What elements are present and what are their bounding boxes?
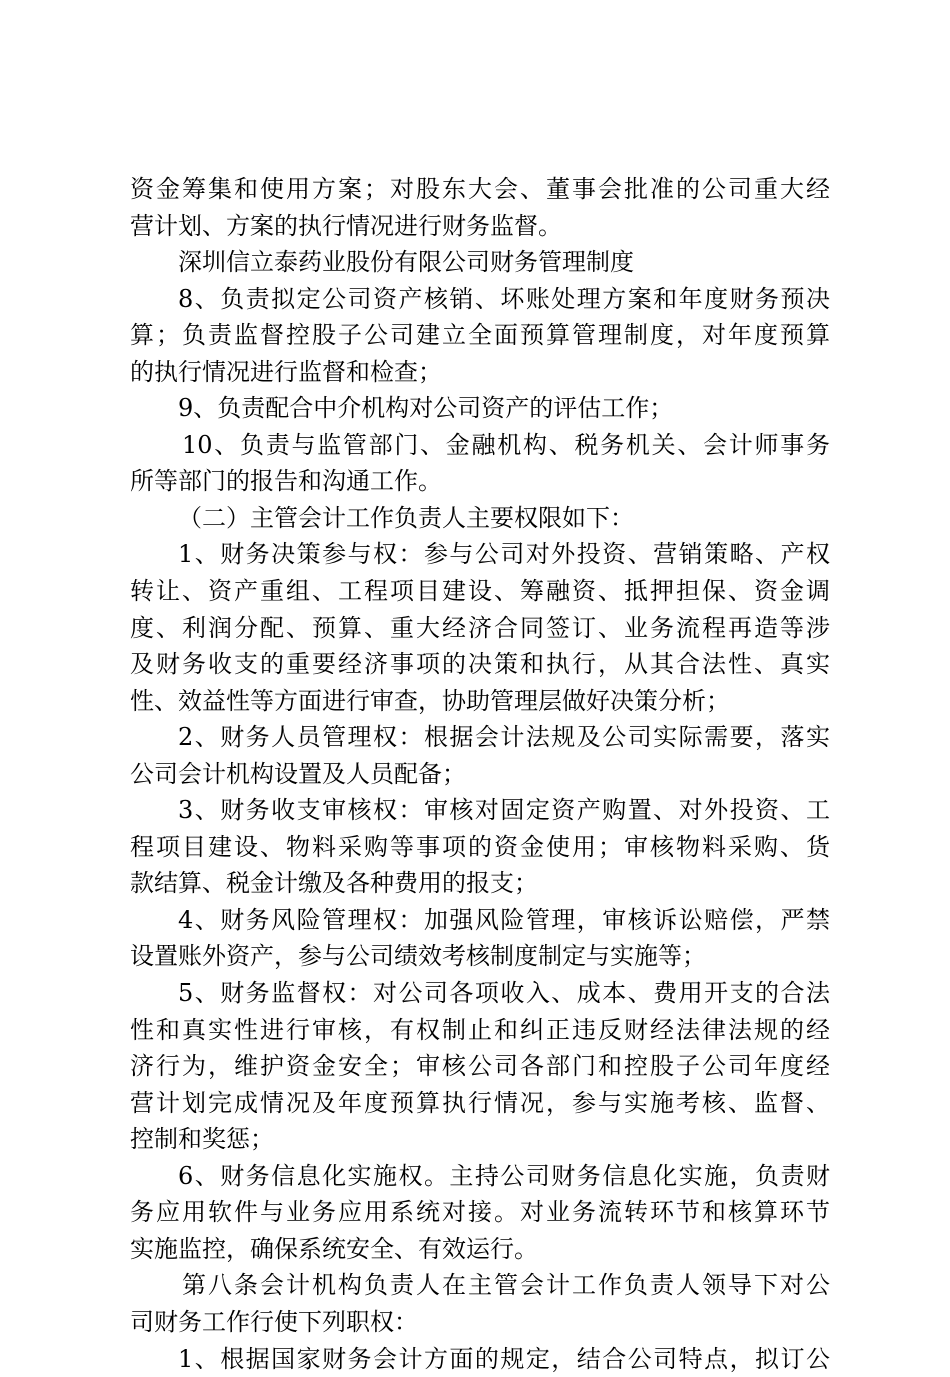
text-line: 资金筹集和使用方案；对股东大会、董事会批准的公司重大经 <box>130 171 830 208</box>
text-line: 性、效益性等方面进行审查，协助管理层做好决策分析； <box>130 683 830 720</box>
document-title-line: 深圳信立泰药业股份有限公司财务管理制度 <box>130 244 830 281</box>
text-line: 款结算、税金计缴及各种费用的报支； <box>130 865 830 902</box>
document-page <box>130 171 830 1377</box>
article-heading-line: 第八条会计机构负责人在主管会计工作负责人领导下对公 <box>130 1267 830 1304</box>
text-line: 6、财务信息化实施权。主持公司财务信息化实施，负责财 <box>130 1158 830 1195</box>
text-line: 4、财务风险管理权：加强风险管理，审核诉讼赔偿，严禁 <box>130 902 830 939</box>
text-line: 所等部门的报告和沟通工作。 <box>130 463 830 500</box>
text-line: 转让、资产重组、工程项目建设、筹融资、抵押担保、资金调 <box>130 573 830 610</box>
text-line: 的执行情况进行监督和检查； <box>130 354 830 391</box>
text-line: 8、负责拟定公司资产核销、坏账处理方案和年度财务预决 <box>130 281 830 318</box>
text-line: 2、财务人员管理权：根据会计法规及公司实际需要，落实 <box>130 719 830 756</box>
text-line: 及财务收支的重要经济事项的决策和执行，从其合法性、真实 <box>130 646 830 683</box>
text-line: 9、负责配合中介机构对公司资产的评估工作； <box>130 390 830 427</box>
text-line: 务应用软件与业务应用系统对接。对业务流转环节和核算环节 <box>130 1194 830 1231</box>
text-line: 1、财务决策参与权：参与公司对外投资、营销策略、产权 <box>130 536 830 573</box>
text-line: 实施监控，确保系统安全、有效运行。 <box>130 1231 830 1268</box>
text-line: 设置账外资产，参与公司绩效考核制度制定与实施等； <box>130 938 830 975</box>
text-line: 程项目建设、物料采购等事项的资金使用；审核物料采购、货 <box>130 829 830 866</box>
text-line: 1、根据国家财务会计方面的规定，结合公司特点，拟订公 <box>130 1341 830 1377</box>
text-line: 控制和奖惩； <box>130 1121 830 1158</box>
section-heading: （二）主管会计工作负责人主要权限如下： <box>130 500 830 537</box>
text-line: 公司会计机构设置及人员配备； <box>130 756 830 793</box>
text-line: 3、财务收支审核权：审核对固定资产购置、对外投资、工 <box>130 792 830 829</box>
text-line: 济行为，维护资金安全；审核公司各部门和控股子公司年度经 <box>130 1048 830 1085</box>
text-line: 算；负责监督控股子公司建立全面预算管理制度，对年度预算 <box>130 317 830 354</box>
text-line: 度、利润分配、预算、重大经济合同签订、业务流程再造等涉 <box>130 610 830 647</box>
text-line: 营计划、方案的执行情况进行财务监督。 <box>130 208 830 245</box>
text-line: 10、负责与监管部门、金融机构、税务机关、会计师事务 <box>130 427 830 464</box>
text-line: 5、财务监督权：对公司各项收入、成本、费用开支的合法 <box>130 975 830 1012</box>
text-line: 司财务工作行使下列职权： <box>130 1304 830 1341</box>
text-line: 性和真实性进行审核，有权制止和纠正违反财经法律法规的经 <box>130 1012 830 1049</box>
text-line: 营计划完成情况及年度预算执行情况，参与实施考核、监督、 <box>130 1085 830 1122</box>
